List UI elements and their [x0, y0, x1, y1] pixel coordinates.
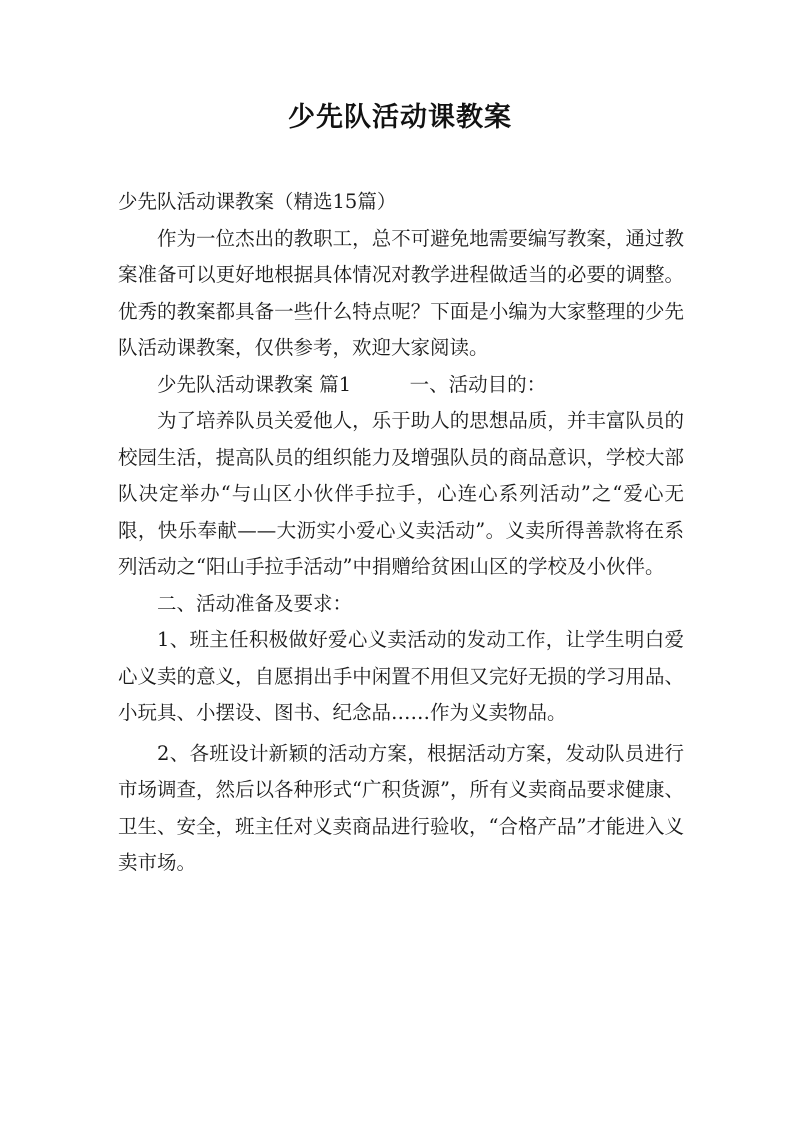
section-heading: 少先队活动课教案 篇1 一、活动目的： [157, 372, 547, 396]
item-1-paragraph: 1、班主任积极做好爱心义卖活动的发动工作，让学生明白爱心义卖的意义，自愿捐出手中闲置不用但又完好无损的学习用品、小玩具、小摆设、图书、纪念品……作为义卖物品。 [118, 628, 684, 724]
document-body [118, 184, 684, 882]
document-title: 少先队活动课教案 [288, 102, 512, 133]
purpose-paragraph: 为了培养队员关爱他人，乐于助人的思想品质，并丰富队员的校园生活，提高队员的组织能力及增强队员的商品意识，学校大部队决定举办“与山区小伙伴手拉手，心连心系列活动”之“爱心无限，快乐奉献——大沥实小爱心义卖活动”。义卖所得善款将在系列活动之“阳山手拉手活动”中捐赠给贫困山区的学校及小伙伴。 [118, 409, 684, 578]
prep-heading: 二、活动准备及要求： [157, 591, 353, 615]
document-subtitle: 少先队活动课教案（精选15篇） [118, 190, 397, 213]
item-2-paragraph: 2、各班设计新颖的活动方案，根据活动方案，发动队员进行市场调查，然后以各种形式“广积货源”，所有义卖商品要求健康、卫生、安全，班主任对义卖商品进行验收，“合格产品”才能进入义卖市场。 [118, 741, 684, 874]
intro-paragraph: 作为一位杰出的教职工，总不可避免地需要编写教案，通过教案准备可以更好地根据具体情况对教学进程做适当的必要的调整。优秀的教案都具备一些什么特点呢？下面是小编为大家整理的少先队活动课教案，仅供参考，欢迎大家阅读。 [118, 226, 684, 359]
